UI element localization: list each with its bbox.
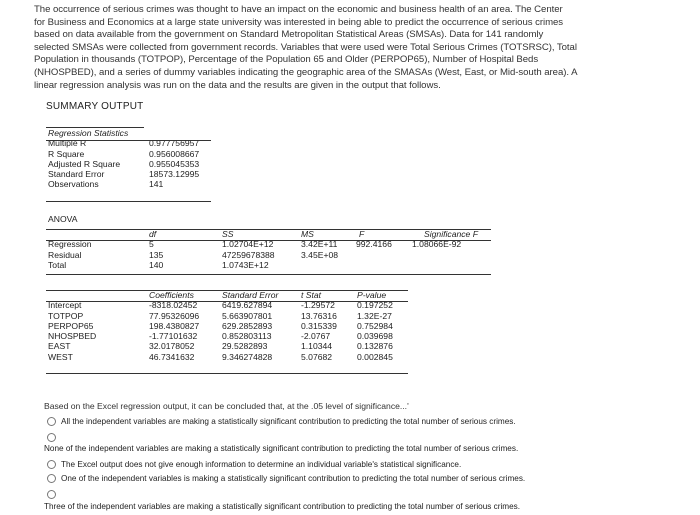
regression-statistics-table [46, 128, 216, 190]
table-row [46, 159, 216, 169]
table-row [46, 179, 216, 189]
row-label: WEST [48, 351, 73, 362]
table-header-row [46, 128, 216, 138]
intro-line: for Business and Economics at a large state university was interested in being able to predict the occurrence of serious crimes [34, 16, 564, 28]
table-row [46, 260, 496, 270]
table-cell: 5.663907801 [222, 310, 273, 321]
table-cell: 77.95326096 [149, 310, 200, 321]
stat-label: R Square [48, 148, 85, 159]
table-cell: -2.0767 [301, 331, 331, 342]
stat-value: 0.956008667 [149, 148, 200, 159]
table-cell: 0.197252 [357, 300, 393, 311]
table-row [46, 250, 496, 260]
table-row [46, 169, 216, 179]
intro-line: (NHOSPBED), and a series of dummy variables indicating the geographic area of the SMASAs (West, East, or Mid-south area). A [34, 66, 578, 78]
option-label[interactable]: Three of the independent variables are making a statistically significant contribution to predicting the total number of serious crimes. [44, 502, 521, 511]
answer-option[interactable] [47, 417, 516, 426]
radio-button[interactable] [47, 433, 56, 442]
table-row [46, 352, 416, 362]
question-text: Based on the Excel regression output, it can be concluded that, at the .05 level of significance...' [44, 401, 409, 411]
stat-value: 141 [149, 179, 164, 190]
table-cell: 0.752984 [357, 320, 393, 331]
row-label: NHOSPBED [48, 331, 97, 342]
table-header-row [46, 290, 416, 300]
intro-line: The occurrence of serious crimes was thought to have an impact on the economic and business health of an area. The Center [34, 4, 563, 15]
table-cell: 0.315339 [301, 320, 337, 331]
row-label: Intercept [48, 300, 82, 311]
radio-button[interactable] [47, 474, 56, 483]
column-header: Coefficients [149, 290, 194, 300]
radio-button[interactable] [47, 460, 56, 469]
regression-statistics-header: Regression Statistics [48, 128, 129, 138]
divider [46, 274, 491, 275]
column-header: t Stat [301, 290, 322, 300]
table-cell: -8318.02452 [149, 300, 198, 311]
anova-label: ANOVA [48, 214, 78, 224]
divider [46, 240, 491, 241]
table-cell: -1.77101632 [149, 331, 198, 342]
table-cell: 1.10344 [301, 341, 333, 352]
table-row [46, 311, 416, 321]
divider [46, 201, 211, 202]
answer-option[interactable] [47, 474, 525, 483]
intro-line: selected SMSAs were collected from government records. Variables that were used were Total Serious Crimes (TOTSRSC), Total [34, 41, 577, 53]
column-header: P-value [357, 290, 387, 300]
option-label: One of the independent variables is making a statistically significant contribution to predicting the total number of serious crimes. [61, 474, 526, 483]
answer-option[interactable] [47, 460, 461, 469]
column-header: SS [222, 229, 234, 239]
divider [46, 373, 408, 374]
row-label: EAST [48, 341, 71, 352]
stat-value: 0.955045353 [149, 158, 200, 169]
column-header: df [149, 229, 157, 239]
stat-value: 0.977756957 [149, 138, 200, 149]
table-cell: 1.08066E-92 [412, 239, 462, 250]
table-row [46, 331, 416, 341]
problem-intro [34, 4, 646, 92]
table-cell: 198.4380827 [149, 320, 200, 331]
stat-label: Observations [48, 179, 99, 190]
row-label: PERPOP65 [48, 320, 94, 331]
table-cell: 135 [149, 249, 164, 260]
stat-label: Multiple R [48, 138, 87, 149]
table-row [46, 321, 416, 331]
table-cell: 0.039698 [357, 331, 393, 342]
divider [46, 301, 408, 302]
table-cell: 1.32E-27 [357, 310, 392, 321]
table-cell: 140 [149, 259, 164, 270]
intro-line: based on data available from the government on Standard Metropolitan Statistical Areas (SMSAs). Data for 141 randomly [34, 29, 544, 41]
column-header: Significance F [424, 229, 478, 239]
table-cell: 3.42E+11 [301, 239, 338, 250]
table-cell: 47259678388 [222, 249, 275, 260]
row-label: Regression [48, 239, 92, 250]
table-cell: 1.02704E+12 [222, 239, 274, 250]
table-cell: 46.7341632 [149, 351, 195, 362]
option-label: All the independent variables are making a statistically significant contribution to predicting the total number of serious crimes. [61, 417, 516, 426]
anova-table [46, 229, 496, 270]
table-header-row [46, 229, 496, 239]
radio-button[interactable] [47, 490, 56, 499]
stat-label: Adjusted R Square [48, 158, 121, 169]
table-cell: 629.2852893 [222, 320, 273, 331]
row-label: Residual [48, 249, 82, 260]
stat-value: 18573.12995 [149, 169, 200, 180]
table-cell: 3.45E+08 [301, 249, 339, 260]
intro-line: linear regression analysis was run on the data and the results are given in the output that follows. [34, 79, 441, 91]
table-cell: 1.0743E+12 [222, 259, 269, 270]
column-header: Standard Error [222, 290, 279, 300]
table-cell: 0.852803113 [222, 331, 272, 342]
column-header: F [359, 229, 365, 239]
table-cell: 9.346274828 [222, 351, 273, 362]
option-label[interactable]: None of the independent variables are making a statistically significant contribution to predicting the total number of serious crimes. [44, 444, 519, 453]
option-label: The Excel output does not give enough information to determine an individual variable's statistical significance. [61, 460, 462, 469]
table-cell: 992.4166 [356, 239, 392, 250]
table-cell: 13.76316 [301, 310, 337, 321]
table-cell: 32.0178052 [149, 341, 195, 352]
table-cell: 5.07682 [301, 351, 333, 362]
table-cell: 5 [149, 239, 154, 250]
table-row [46, 341, 416, 351]
divider [46, 140, 211, 141]
summary-output-title: SUMMARY OUTPUT [46, 101, 144, 112]
row-label: TOTPOP [48, 310, 84, 321]
row-label: Total [48, 259, 67, 270]
stat-label: Standard Error [48, 169, 105, 180]
table-cell: 6419.627894 [222, 300, 273, 311]
column-header: MS [301, 229, 314, 239]
intro-line: Population in thousands (TOTPOP), Percentage of the Population 65 and Older (PERPOP65), Number of Hospital Beds [34, 54, 539, 66]
table-cell: 29.5282893 [222, 341, 268, 352]
table-cell: 0.002845 [357, 351, 393, 362]
table-cell: -1.29572 [301, 300, 335, 311]
table-cell: 0.132876 [357, 341, 393, 352]
radio-button[interactable] [47, 417, 56, 426]
table-row [46, 149, 216, 159]
